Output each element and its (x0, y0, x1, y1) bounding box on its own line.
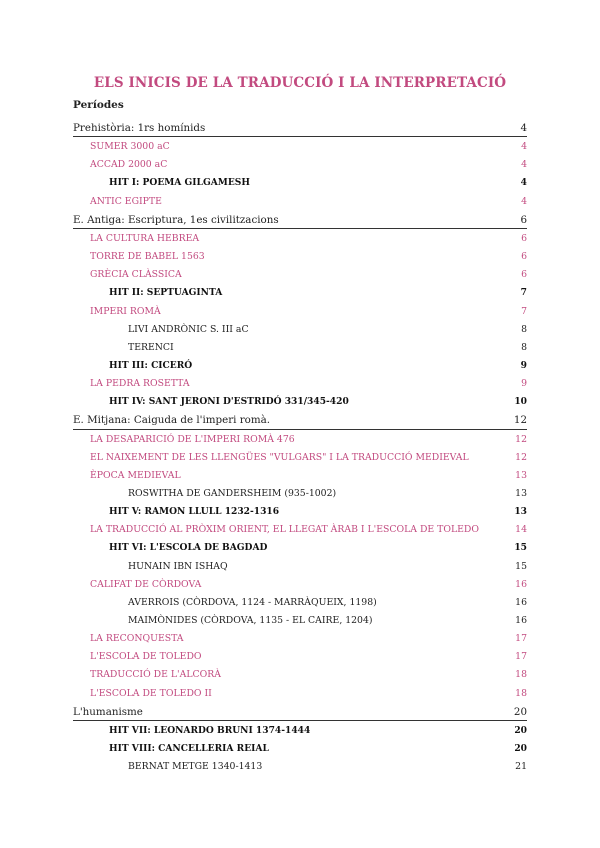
toc-entry-title: HIT V: RAMON LLULL 1232-1316 (109, 506, 280, 518)
toc-entry[interactable] (73, 758, 527, 776)
toc-entry-page-number: 4 (520, 177, 527, 189)
toc-entry-title: HIT VII: LEONARDO BRUNI 1374-1444 (109, 724, 311, 736)
toc-entry-title: HIT IV: SANT JERONI D'ESTRIDÓ 331/345-420 (109, 396, 349, 408)
toc-entry-title: L'humanisme (73, 705, 143, 718)
toc-entry[interactable] (73, 666, 527, 684)
toc-entry-page-number: 20 (514, 724, 527, 736)
toc-entry-page-number: 10 (514, 396, 527, 408)
toc-entry[interactable] (73, 230, 527, 248)
toc-entry-page-number: 15 (515, 560, 527, 572)
toc-entry-page-number: 16 (515, 578, 527, 590)
toc-entry[interactable] (73, 266, 527, 284)
toc-entry[interactable] (73, 138, 527, 156)
toc-entry[interactable] (73, 630, 527, 648)
toc-entry-title: LA PEDRA ROSETTA (90, 378, 190, 390)
toc-entry-page-number: 6 (521, 269, 527, 281)
toc-entry-title: EL NAIXEMENT DE LES LLENGÜES "VULGARS" I LA TRADUCCIÓ MEDIEVAL (90, 451, 469, 463)
toc-entry[interactable] (73, 174, 527, 192)
toc-entry-title: TRADUCCIÓ DE L'ALCORÀ (90, 669, 221, 681)
toc-entry[interactable] (73, 576, 527, 594)
toc-entry[interactable] (73, 156, 527, 174)
toc-entry[interactable] (73, 648, 527, 666)
document-title: ELS INICIS DE LA TRADUCCIÓ I LA INTERPRETACIÓ (93, 75, 507, 91)
toc-entry[interactable] (73, 248, 527, 266)
toc-entry-page-number: 8 (521, 323, 527, 335)
toc-entry-page-number: 14 (515, 524, 527, 536)
toc-entry-title: ROSWITHA DE GANDERSHEIM (935-1002) (128, 487, 337, 499)
toc-entry-page-number: 7 (520, 287, 527, 299)
toc-entry-title: GRÈCIA CLÀSSICA (90, 269, 182, 281)
toc-entry-page-number: 4 (521, 195, 527, 207)
toc-entry[interactable] (73, 485, 527, 503)
toc-entry[interactable] (73, 685, 527, 703)
toc-entry-title: E. Antiga: Escriptura, 1es civilitzacions (73, 213, 279, 226)
toc-entry-page-number: 17 (515, 651, 527, 663)
toc-entry-title: Prehistòria: 1rs homínids (73, 122, 206, 134)
toc-entry-title: TORRE DE BABEL 1563 (90, 251, 205, 263)
toc-entry[interactable] (73, 284, 527, 302)
toc-entry-title: HIT VIII: CANCELLERIA REIAL (109, 742, 269, 754)
toc-entry-title: HIT III: CICERÓ (109, 359, 193, 371)
toc-entry-title: HUNAIN IBN ISHAQ (128, 560, 228, 572)
toc-entry[interactable] (73, 431, 527, 449)
toc-entry[interactable] (73, 612, 527, 630)
toc-entry-title: HIT II: SEPTUAGINTA (109, 287, 223, 299)
toc-entry-title: LA RECONQUESTA (90, 633, 184, 645)
toc-entry-page-number: 12 (515, 451, 527, 463)
toc-entry[interactable] (73, 558, 527, 576)
toc-entry-page-number: 9 (520, 359, 527, 371)
toc-entry-title: ACCAD 2000 aC (90, 159, 168, 171)
toc-entry[interactable] (73, 521, 527, 539)
toc-entry-page-number: 17 (515, 633, 527, 645)
toc-entry-page-number: 12 (515, 433, 527, 445)
toc-entry-page-number: 9 (521, 378, 527, 390)
toc-entry-page-number: 7 (521, 305, 527, 317)
toc-entry-page-number: 6 (520, 213, 527, 226)
toc-entry-title: LA TRADUCCIÓ AL PRÒXIM ORIENT, EL LLEGAT ÀRAB I L'ESCOLA DE TOLEDO (90, 524, 480, 536)
toc-entry-title: TERENCI (128, 341, 174, 353)
toc-entry-page-number: 8 (521, 341, 527, 353)
toc-entry-page-number: 6 (521, 232, 527, 244)
toc-entry-page-number: 6 (521, 251, 527, 263)
toc-entry-page-number: 18 (515, 687, 527, 699)
table-of-contents (73, 119, 527, 776)
toc-entry-page-number: 4 (520, 122, 527, 134)
toc-entry-title: SUMER 3000 aC (90, 141, 170, 153)
toc-entry[interactable] (73, 303, 527, 321)
toc-entry-title: L'ESCOLA DE TOLEDO (90, 651, 202, 663)
toc-entry-page-number: 21 (515, 761, 527, 773)
toc-entry[interactable] (73, 703, 527, 721)
toc-entry[interactable] (73, 375, 527, 393)
toc-entry-page-number: 4 (521, 141, 527, 153)
toc-entry[interactable] (73, 119, 527, 137)
toc-entry-page-number: 4 (521, 159, 527, 171)
toc-entry[interactable] (73, 357, 527, 375)
toc-entry-title: LA DESAPARICIÓ DE L'IMPERI ROMÀ 476 (90, 433, 295, 445)
toc-entry[interactable] (73, 539, 527, 557)
toc-entry-title: CALIFAT DE CÒRDOVA (90, 578, 202, 590)
toc-entry-title: IMPERI ROMÀ (90, 305, 161, 317)
toc-entry-title: MAIMÒNIDES (CÒRDOVA, 1135 - EL CAIRE, 1204) (128, 614, 373, 626)
toc-entry-title: BERNAT METGE 1340-1413 (128, 761, 263, 773)
toc-entry-page-number: 12 (513, 414, 527, 427)
toc-entry[interactable] (73, 467, 527, 485)
toc-entry-title: L'ESCOLA DE TOLEDO II (90, 687, 212, 699)
toc-entry-page-number: 20 (514, 742, 527, 754)
toc-entry-page-number: 13 (515, 469, 527, 481)
toc-entry[interactable] (73, 321, 527, 339)
toc-entry[interactable] (73, 193, 527, 211)
toc-entry[interactable] (73, 740, 527, 758)
toc-entry-title: AVERROIS (CÒRDOVA, 1124 - MARRÀQUEIX, 1198) (128, 596, 377, 608)
toc-entry-title: ÈPOCA MEDIEVAL (90, 469, 181, 481)
toc-entry-page-number: 16 (515, 596, 527, 608)
toc-entry-title: E. Mitjana: Caiguda de l'imperi romà. (73, 414, 271, 427)
toc-entry-title: HIT I: POEMA GILGAMESH (109, 177, 250, 189)
section-label: Períodes (73, 99, 124, 111)
toc-entry[interactable] (73, 503, 527, 521)
toc-entry-page-number: 15 (514, 542, 527, 554)
toc-entry-title: HIT VI: L'ESCOLA DE BAGDAD (109, 542, 268, 554)
toc-entry-page-number: 20 (513, 705, 527, 718)
toc-entry-title: LIVI ANDRÒNIC S. III aC (128, 323, 249, 335)
toc-entry-page-number: 18 (515, 669, 527, 681)
toc-entry-page-number: 13 (515, 487, 527, 499)
toc-entry-page-number: 13 (514, 506, 527, 518)
toc-entry[interactable] (73, 722, 527, 740)
toc-entry-page-number: 16 (515, 614, 527, 626)
toc-entry[interactable] (73, 449, 527, 467)
toc-entry[interactable] (73, 393, 527, 411)
toc-entry[interactable] (73, 594, 527, 612)
toc-entry-title: LA CULTURA HEBREA (90, 232, 200, 244)
toc-entry[interactable] (73, 211, 527, 229)
toc-entry[interactable] (73, 339, 527, 357)
toc-entry[interactable] (73, 411, 527, 429)
toc-entry-title: ANTIC EGIPTE (90, 195, 162, 207)
